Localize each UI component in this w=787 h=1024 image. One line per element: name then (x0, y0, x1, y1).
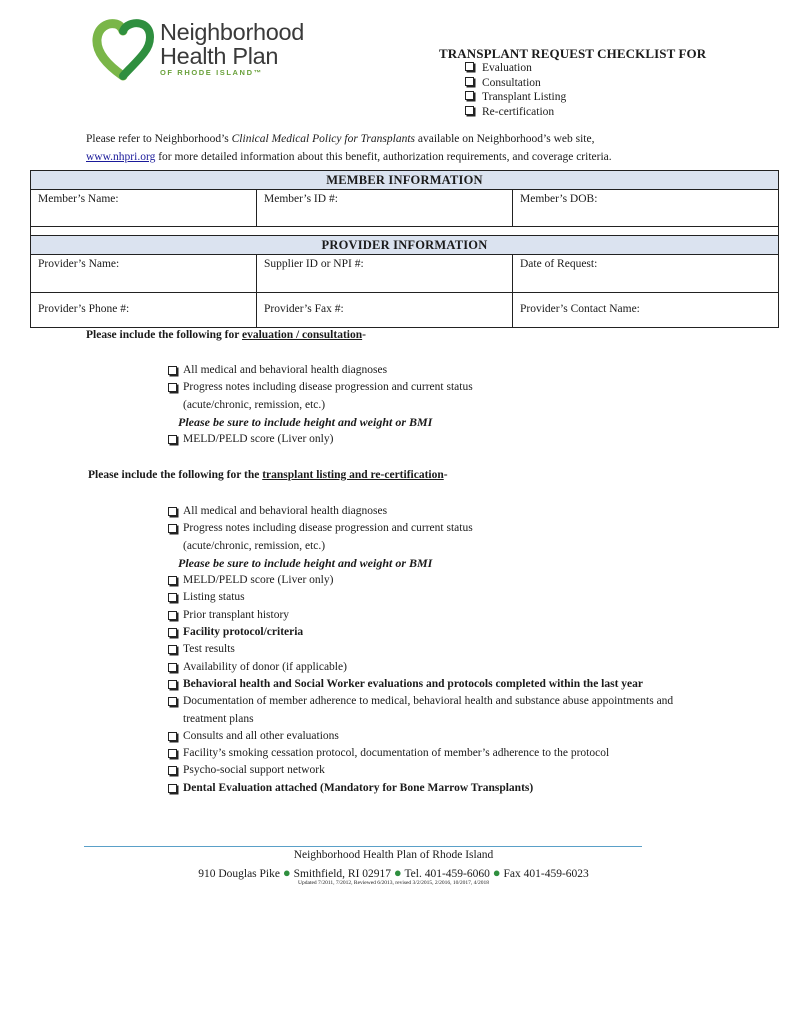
date-of-request-field[interactable]: Date of Request: (520, 258, 598, 270)
checkbox-icon[interactable] (168, 383, 177, 392)
checkbox-icon[interactable] (168, 628, 177, 637)
listing-intro: Please include the following for the transplant listing and re-certification- (88, 469, 448, 481)
checkbox-icon[interactable] (168, 593, 177, 602)
list-item-donor[interactable]: Availability of donor (if applicable) (168, 659, 673, 676)
provider-contact-field[interactable]: Provider’s Contact Name: (520, 303, 640, 315)
provider-info-heading: PROVIDER INFORMATION (31, 236, 778, 255)
list-item-facility[interactable]: Facility protocol/criteria (168, 624, 673, 641)
listing-checklist (168, 503, 673, 797)
checkbox-icon[interactable] (465, 62, 474, 71)
checkbox-icon[interactable] (168, 732, 177, 741)
list-bmi-note: Please be sure to include height and weight or BMI (178, 555, 433, 570)
list-item-behavioral[interactable]: Behavioral health and Social Worker evaluations and protocols completed within the last year (168, 676, 673, 693)
footer-address: 910 Douglas Pike ● Smithfield, RI 02917 ● Tel. 401-459-6060 ● Fax 401-459-6023 (198, 865, 589, 880)
list-item-psycho[interactable]: Psycho-social support network (168, 762, 673, 779)
intro-paragraph: Please refer to Neighborhood’s Clinical Medical Policy for Transplants available on Neighborhood’s web site, www.nhpri.org for more detailed information about this benefit, authorization requirements, and coverage criteria. (86, 133, 612, 163)
bullet-dot-icon: ● (393, 865, 402, 880)
option-consultation[interactable]: Consultation (466, 76, 566, 91)
checkbox-icon[interactable] (465, 106, 474, 115)
list-item-status[interactable]: Listing status (168, 589, 673, 606)
checkbox-icon[interactable] (168, 697, 177, 706)
eval-item-diagnoses[interactable]: All medical and behavioral health diagnoses (168, 362, 473, 379)
member-info-heading: MEMBER INFORMATION (31, 171, 778, 190)
policy-name: Clinical Medical Policy for Transplants (231, 133, 415, 145)
list-item-history[interactable]: Prior transplant history (168, 607, 673, 624)
provider-phone-field[interactable]: Provider’s Phone #: (31, 293, 257, 327)
request-type-options (466, 61, 566, 119)
option-evaluation[interactable]: Evaluation (466, 61, 566, 76)
provider-row-2 (31, 293, 778, 327)
checkbox-icon[interactable] (168, 524, 177, 533)
eval-item-progress[interactable]: Progress notes including disease progression and current status (168, 379, 473, 396)
checkbox-icon[interactable] (168, 611, 177, 620)
checkbox-icon[interactable] (168, 507, 177, 516)
list-item-adherence[interactable]: Documentation of member adherence to medical, behavioral health and substance abuse appointments and (168, 693, 673, 710)
list-item-dental[interactable]: Dental Evaluation attached (Mandatory for Bone Marrow Transplants) (168, 780, 673, 797)
checkbox-icon[interactable] (168, 663, 177, 672)
list-item-progress[interactable]: Progress notes including disease progression and current status (168, 520, 673, 537)
checkbox-icon[interactable] (168, 749, 177, 758)
provider-row-1 (31, 255, 778, 293)
footer-org: Neighborhood Health Plan of Rhode Island (293, 849, 494, 861)
eval-bmi-note: Please be sure to include height and weight or BMI (178, 414, 433, 429)
list-item-adherence-cont: treatment plans (183, 712, 254, 725)
logo-subline: OF RHODE ISLAND™ (160, 68, 263, 77)
member-id-field[interactable]: Member’s ID #: (257, 190, 513, 226)
option-transplant-listing[interactable]: Transplant Listing (466, 90, 566, 105)
list-item-consults[interactable]: Consults and all other evaluations (168, 728, 673, 745)
website-link[interactable]: www.nhpri.org (86, 150, 156, 163)
checkbox-icon[interactable] (465, 77, 474, 86)
option-re-certification[interactable]: Re-certification (466, 105, 566, 120)
list-item-tests[interactable]: Test results (168, 641, 673, 658)
member-dob-field[interactable]: Member’s DOB: (520, 193, 598, 205)
list-item-diagnoses[interactable]: All medical and behavioral health diagnoses (168, 503, 673, 520)
checkbox-icon[interactable] (168, 435, 177, 444)
member-name-field[interactable]: Member’s Name: (31, 190, 257, 226)
evaluation-checklist (168, 362, 473, 448)
checklist-title: TRANSPLANT REQUEST CHECKLIST FOR (439, 46, 707, 61)
checkbox-icon[interactable] (168, 645, 177, 654)
bullet-dot-icon: ● (282, 865, 291, 880)
eval-item-progress-cont: (acute/chronic, remission, etc.) (183, 398, 326, 411)
checkbox-icon[interactable] (168, 366, 177, 375)
logo-heart-icon (92, 18, 156, 82)
supplier-id-field[interactable]: Supplier ID or NPI #: (257, 255, 513, 292)
checkbox-icon[interactable] (465, 91, 474, 100)
table-spacer (31, 227, 778, 236)
footer-divider (84, 846, 642, 847)
list-item-progress-cont: (acute/chronic, remission, etc.) (183, 539, 326, 552)
checkbox-icon[interactable] (168, 576, 177, 585)
logo-text-line2: Health Plan (160, 43, 279, 69)
evaluation-intro: Please include the following for evaluation / consultation- (86, 329, 366, 341)
bullet-dot-icon: ● (492, 865, 501, 880)
info-table (30, 170, 779, 328)
footer-revision-history: Updated 7/2011, 7/2012, Reviewed 6/2013, revised 3/2/2015, 2/2016, 10/2017, 4/2018 (298, 880, 489, 886)
list-item-smoking[interactable]: Facility’s smoking cessation protocol, documentation of member’s adherence to the protocol (168, 745, 673, 762)
member-row (31, 190, 778, 227)
provider-fax-field[interactable]: Provider’s Fax #: (257, 293, 513, 327)
checkbox-icon[interactable] (168, 766, 177, 775)
checkbox-icon[interactable] (168, 784, 177, 793)
list-item-meld[interactable]: MELD/PELD score (Liver only) (168, 572, 673, 589)
logo-text-line1: Neighborhood (160, 19, 305, 45)
checkbox-icon[interactable] (168, 680, 177, 689)
provider-name-field[interactable]: Provider’s Name: (31, 255, 257, 292)
eval-item-meld[interactable]: MELD/PELD score (Liver only) (168, 431, 473, 448)
